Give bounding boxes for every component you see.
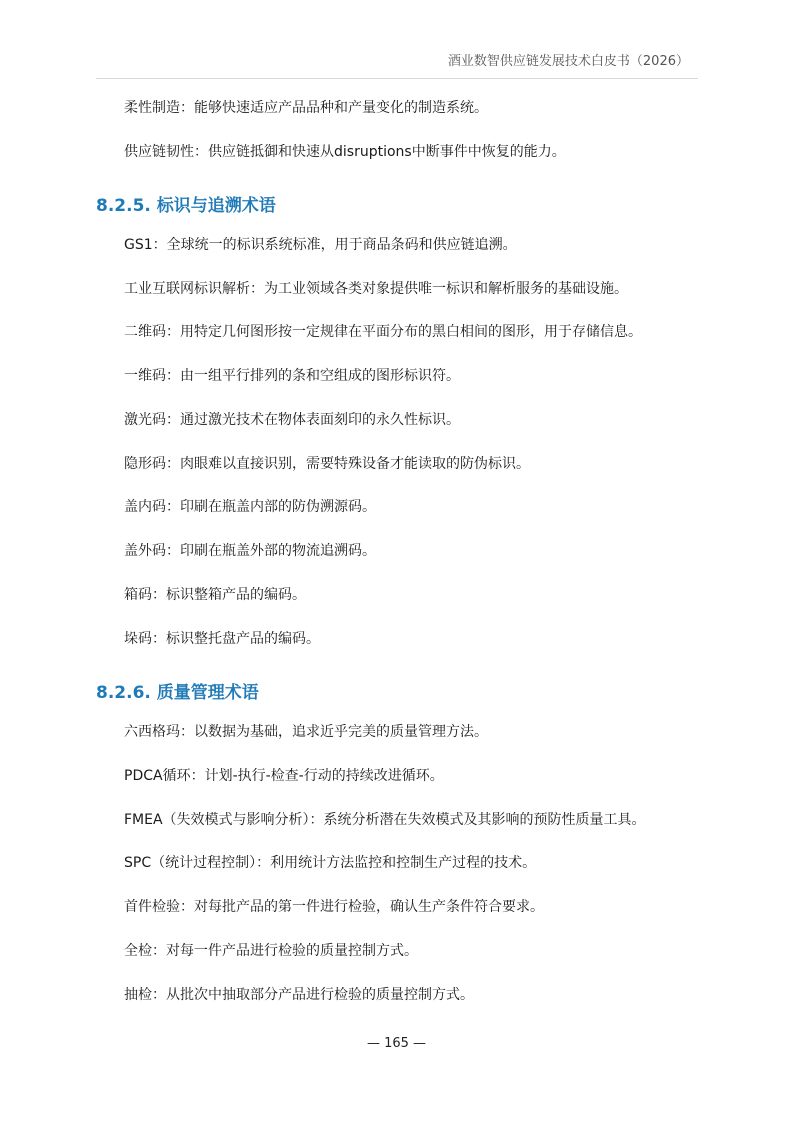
term-qr-code: 二维码：用特定几何图形按一定规律在平面分布的黑白相间的图形，用于存储信息。: [124, 324, 642, 340]
term-flexible-manufacturing: 柔性制造：能够快速适应产品品种和产量变化的制造系统。: [124, 100, 488, 116]
term-sampling-inspection: 抽检：从批次中抽取部分产品进行检验的质量控制方式。: [124, 987, 474, 1003]
term-inner-cap-code: 盖内码：印刷在瓶盖内部的防伪溯源码。: [124, 499, 376, 515]
term-outer-cap-code: 盖外码：印刷在瓶盖外部的物流追溯码。: [124, 543, 376, 559]
term-industrial-internet-identifier: 工业互联网标识解析：为工业领域各类对象提供唯一标识和解析服务的基础设施。: [124, 281, 628, 297]
header-divider: [96, 78, 698, 79]
section-heading-8-2-6: 8.2.6. 质量管理术语: [96, 683, 259, 703]
term-six-sigma: 六西格玛：以数据为基础，追求近乎完美的质量管理方法。: [124, 724, 488, 740]
term-pdca: PDCA循环：计划-执行-检查-行动的持续改进循环。: [124, 768, 444, 784]
section-heading-8-2-5: 8.2.5. 标识与追溯术语: [96, 196, 276, 216]
term-first-article-inspection: 首件检验：对每批产品的第一件进行检验，确认生产条件符合要求。: [124, 899, 544, 915]
term-laser-code: 激光码：通过激光技术在物体表面刻印的永久性标识。: [124, 412, 460, 428]
term-gs1: GS1：全球统一的标识系统标准，用于商品条码和供应链追溯。: [124, 237, 517, 253]
term-spc: SPC（统计过程控制）：利用统计方法监控和控制生产过程的技术。: [124, 855, 537, 871]
term-barcode: 一维码：由一组平行排列的条和空组成的图形标识符。: [124, 368, 460, 384]
term-supply-chain-resilience: 供应链韧性：供应链抵御和快速从disruptions中断事件中恢复的能力。: [124, 144, 566, 160]
term-pallet-code: 垛码：标识整托盘产品的编码。: [124, 631, 320, 647]
term-invisible-code: 隐形码：肉眼难以直接识别，需要特殊设备才能读取的防伪标识。: [124, 456, 530, 472]
term-fmea: FMEA（失效模式与影响分析）：系统分析潜在失效模式及其影响的预防性质量工具。: [124, 812, 646, 828]
term-case-code: 箱码：标识整箱产品的编码。: [124, 587, 306, 603]
term-full-inspection: 全检：对每一件产品进行检验的质量控制方式。: [124, 943, 418, 959]
running-header-title: 酒业数智供应链发展技术白皮书（2026）: [447, 54, 689, 69]
page-number: — 165 —: [366, 1036, 427, 1051]
